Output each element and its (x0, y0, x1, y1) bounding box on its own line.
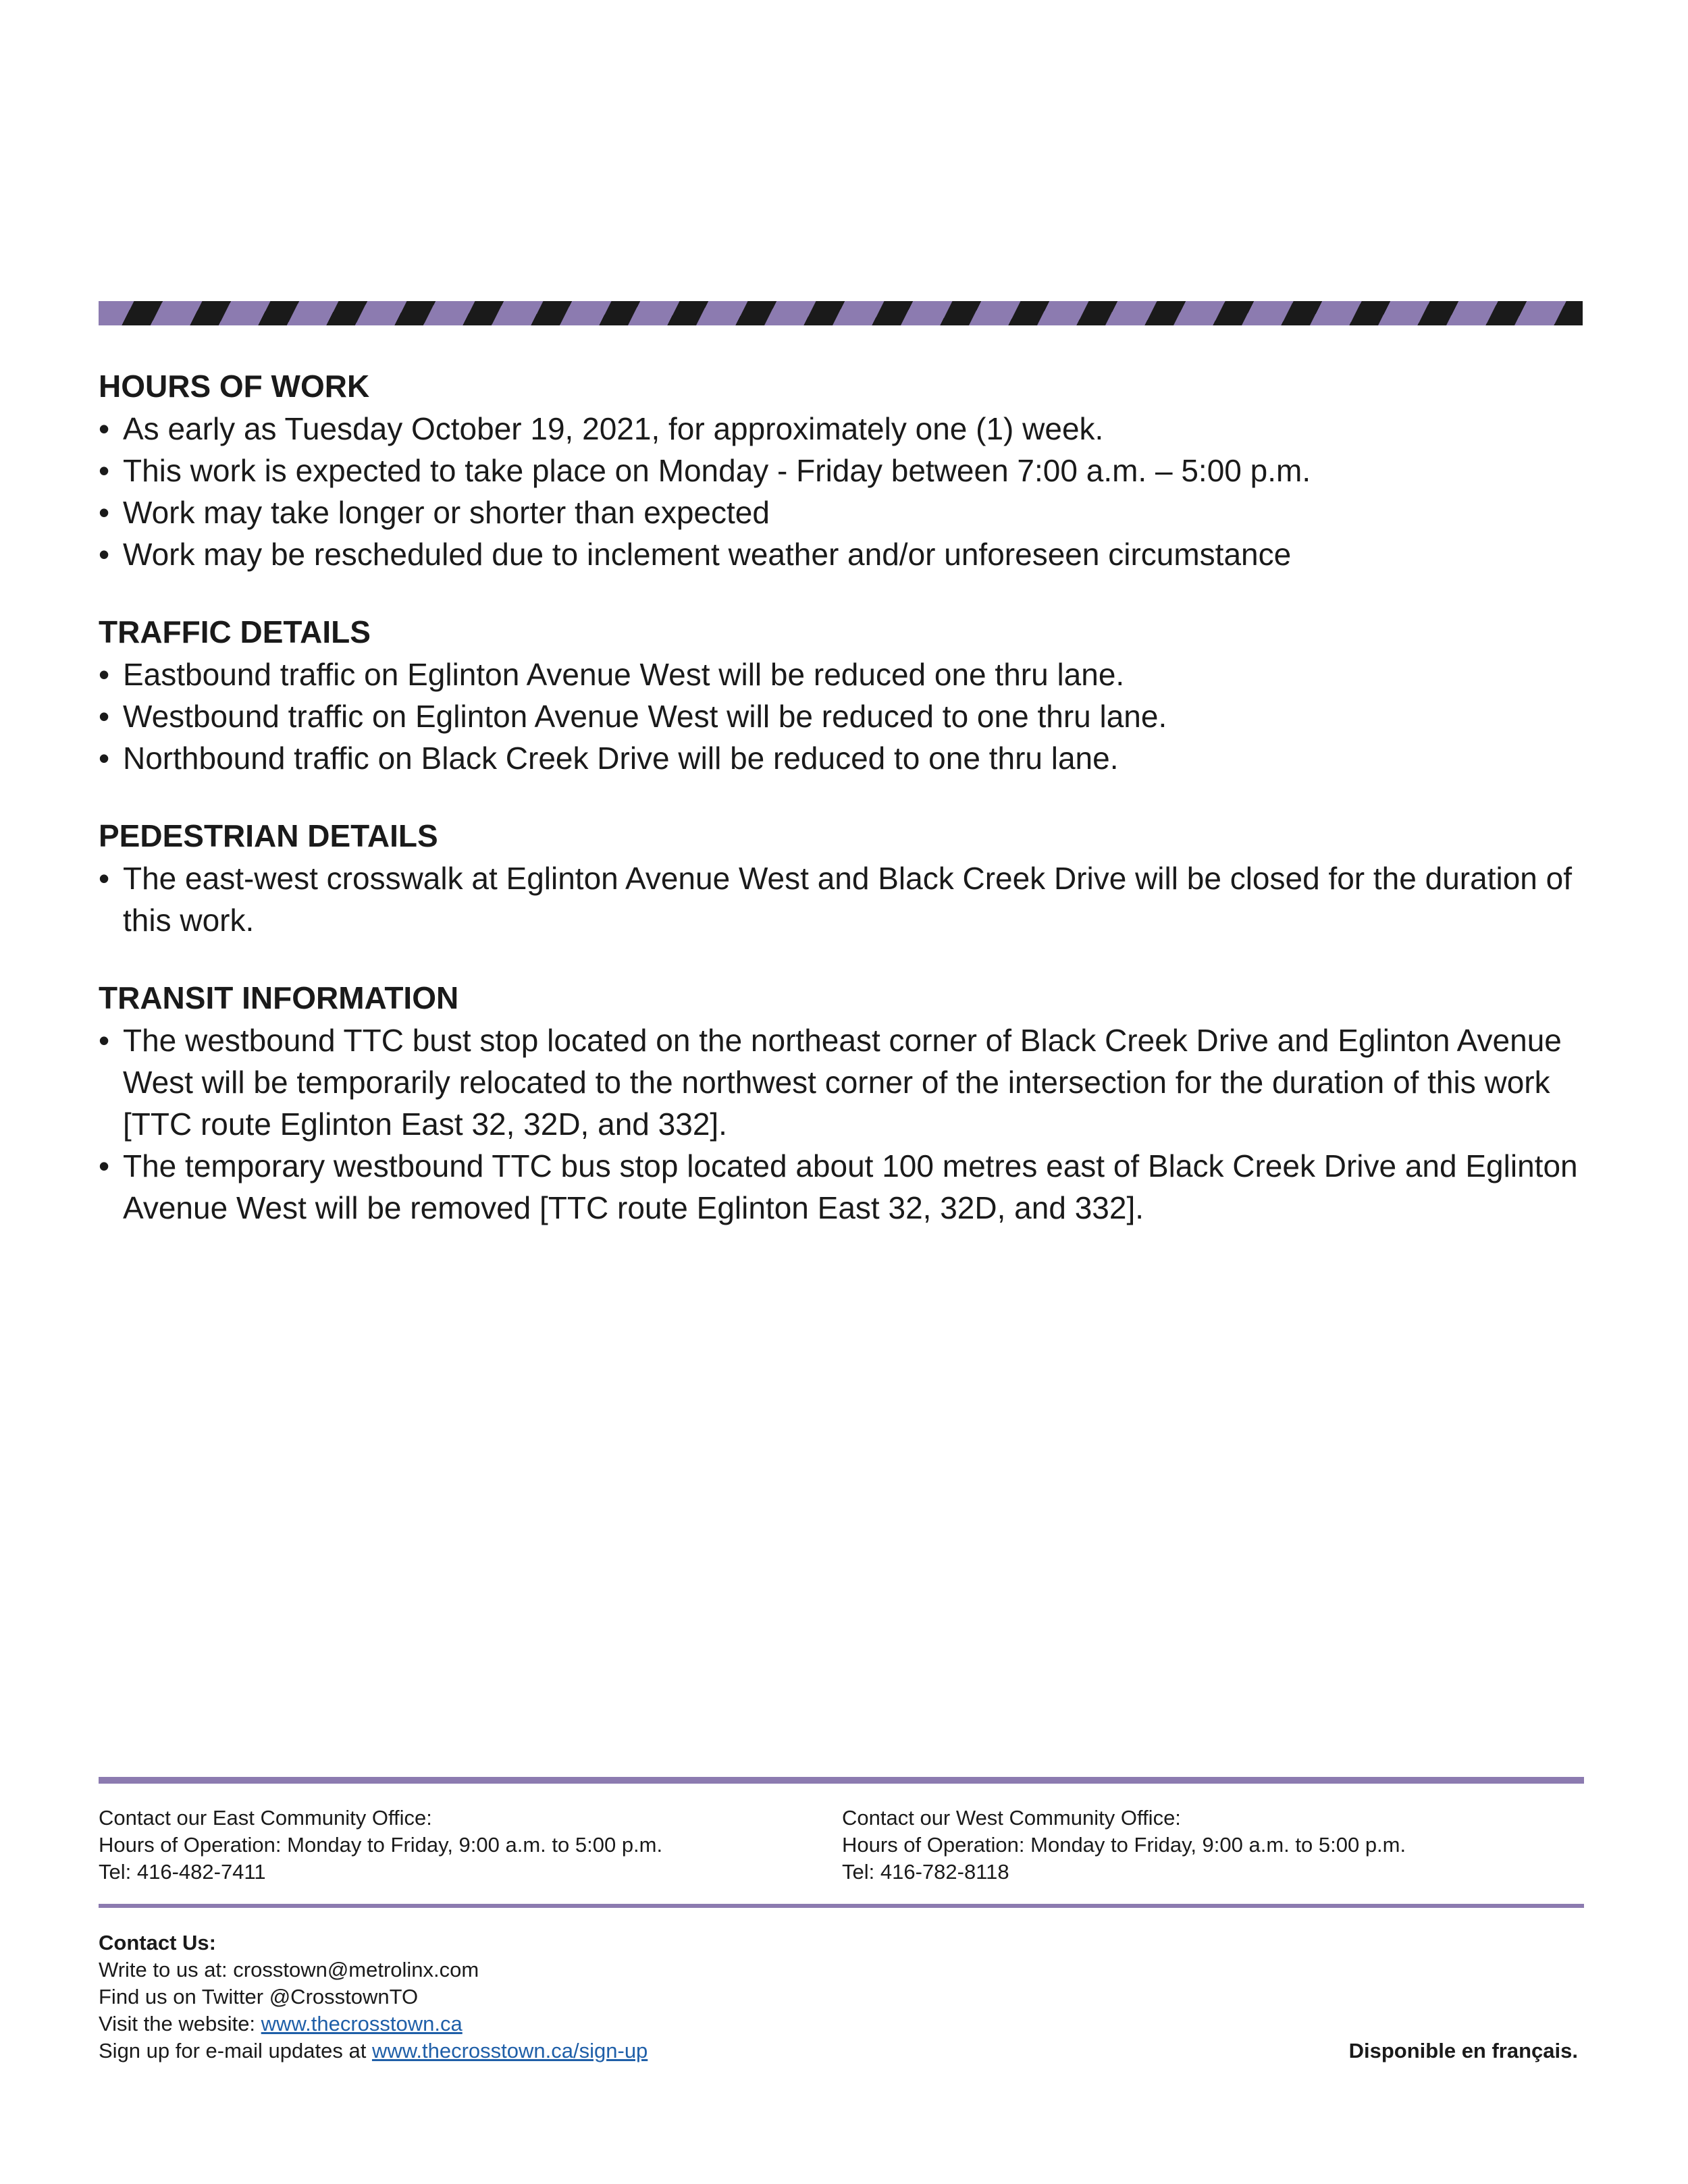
footer-divider-middle (99, 1904, 1584, 1908)
east-office-title: Contact our East Community Office: (99, 1806, 432, 1830)
contact-signup-line (99, 2037, 1044, 2065)
notice-body (99, 365, 1604, 1264)
section-pedestrian-details (99, 814, 1604, 941)
footer-divider-top (99, 1777, 1584, 1784)
west-office-contact (842, 1805, 1551, 1886)
list-item: • Westbound traffic on Eglinton Avenue West will be reduced to one thru lane. (99, 695, 1604, 737)
contact-twitter: Find us on Twitter @CrosstownTO (99, 1985, 419, 2008)
west-office-title: Contact our West Community Office: (842, 1806, 1181, 1830)
west-office-tel: Tel: 416-782-8118 (842, 1860, 1009, 1884)
section-title: PEDESTRIAN DETAILS (99, 818, 438, 853)
list-item: • As early as Tuesday October 19, 2021, for approximately one (1) week. (99, 408, 1604, 450)
bullet-list (99, 654, 1604, 779)
list-item: • Eastbound traffic on Eglinton Avenue West will be reduced one thru lane. (99, 654, 1604, 695)
section-transit-information (99, 976, 1604, 1229)
list-item: • The east-west crosswalk at Eglinton Avenue West and Black Creek Drive will be closed for the duration of this work. (99, 857, 1604, 941)
list-item: • The westbound TTC bust stop located on the northeast corner of Black Creek Drive and Eglinton Avenue West will be temporarily relocated to the northwest corner of the intersection for the duration of this work [TTC route Eglinton East 32, 32D, and 332]. (99, 1019, 1604, 1145)
contact-us-block (99, 1929, 1044, 2065)
website-prefix: Visit the website: (99, 2012, 261, 2035)
bullet-list (99, 857, 1604, 941)
contact-us-title: Contact Us: (99, 1931, 216, 1954)
east-office-contact (99, 1805, 808, 1886)
bullet-list (99, 408, 1604, 575)
bullet-list (99, 1019, 1604, 1229)
list-item: • This work is expected to take place on Monday - Friday between 7:00 a.m. – 5:00 p.m. (99, 450, 1604, 491)
section-hours-of-work (99, 365, 1604, 575)
west-office-hours: Hours of Operation: Monday to Friday, 9:00 a.m. to 5:00 p.m. (842, 1833, 1406, 1857)
contact-email: Write to us at: crosstown@metrolinx.com (99, 1958, 479, 1981)
list-item: • Work may be rescheduled due to inclement weather and/or unforeseen circumstance (99, 533, 1604, 575)
contact-website-line (99, 2010, 1044, 2037)
decorative-stripe-bar (99, 301, 1583, 325)
east-office-hours: Hours of Operation: Monday to Friday, 9:00 a.m. to 5:00 p.m. (99, 1833, 663, 1857)
section-title: TRAFFIC DETAILS (99, 614, 371, 649)
list-item: • Work may take longer or shorter than expected (99, 491, 1604, 533)
french-availability-note: Disponible en français. (1348, 2039, 1578, 2062)
section-title: TRANSIT INFORMATION (99, 980, 459, 1015)
website-link[interactable]: www.thecrosstown.ca (261, 2012, 463, 2035)
list-item: • Northbound traffic on Black Creek Drive will be reduced to one thru lane. (99, 737, 1604, 779)
east-office-tel: Tel: 416-482-7411 (99, 1860, 266, 1884)
section-title: HOURS OF WORK (99, 369, 370, 404)
list-item: • The temporary westbound TTC bus stop located about 100 metres east of Black Creek Drive and Eglinton Avenue West will be removed [TTC route Eglinton East 32, 32D, and 332]. (99, 1145, 1604, 1229)
signup-prefix: Sign up for e-mail updates at (99, 2039, 372, 2062)
signup-link[interactable]: www.thecrosstown.ca/sign-up (371, 2039, 648, 2062)
section-traffic-details (99, 610, 1604, 779)
